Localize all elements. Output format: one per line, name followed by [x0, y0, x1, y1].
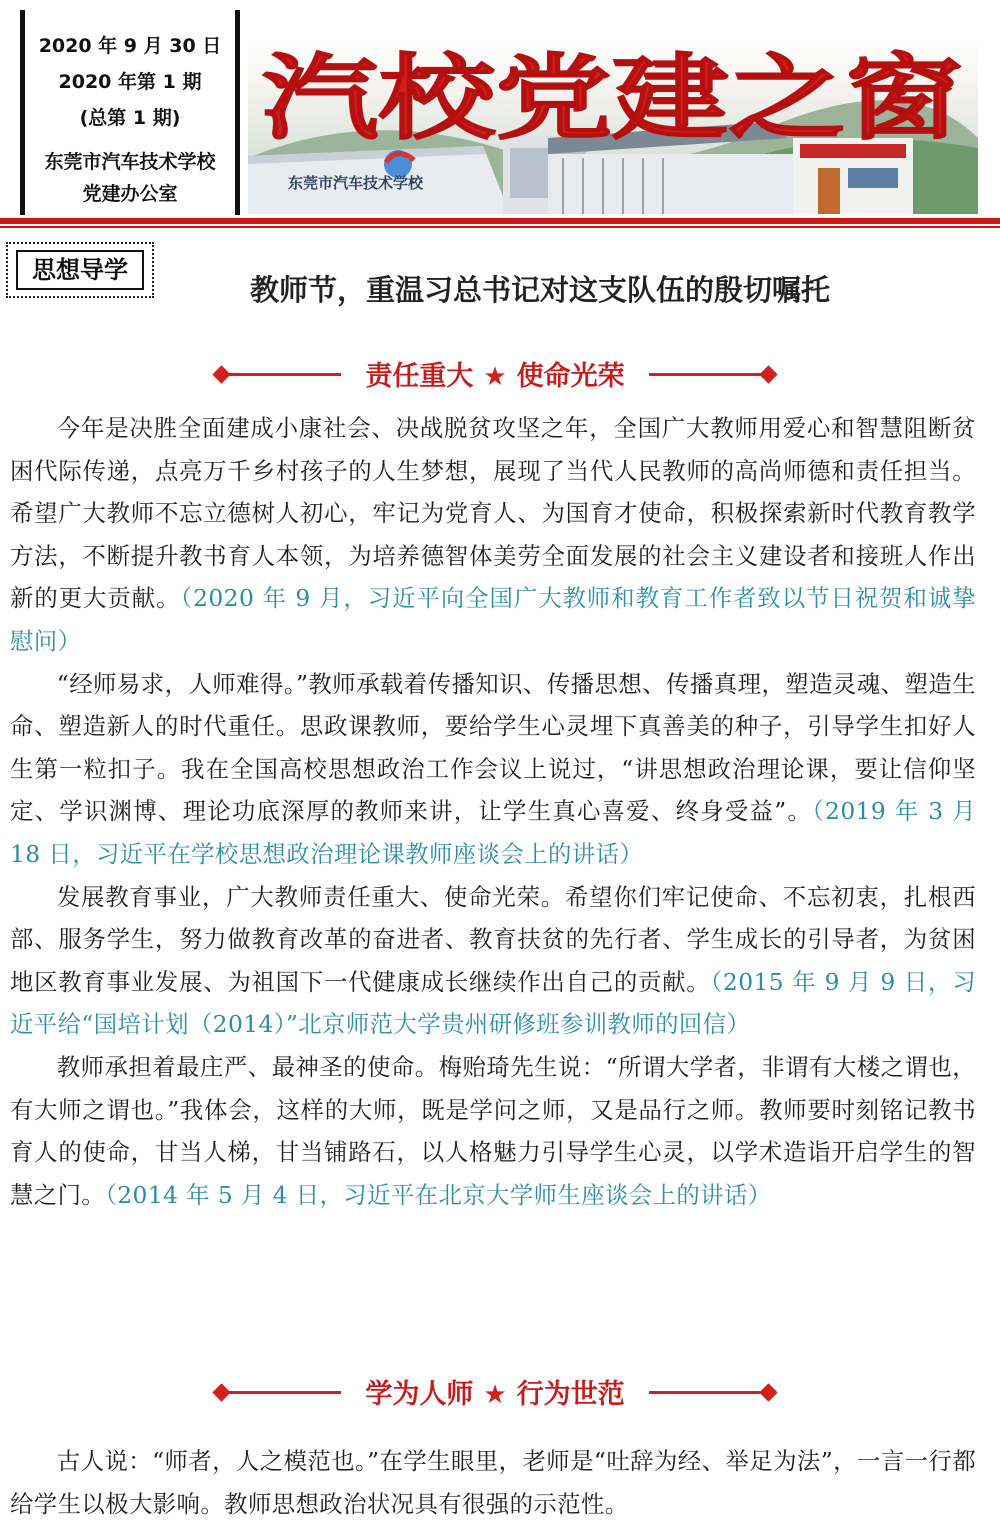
divider-line: [649, 373, 767, 376]
quote-source: （2015 年 9 月 9 日，习近平给“国培计划（2014）”北京师范大学贵州研修班参训教师的回信）: [10, 967, 976, 1039]
quote-source: （2019 年 3 月 18 日，习近平在学校思想政治理论课教师座谈会上的讲话）: [10, 797, 977, 868]
quote-source: （2014 年 5 月 4 日，习近平在北京大学师生座谈会上的讲话）: [105, 1180, 772, 1209]
subhead-text: 责任重大 ★ 使命光荣: [365, 361, 625, 392]
subhead-role-model: [215, 1370, 775, 1414]
banner-title-text: 汽校党建之窗: [262, 44, 962, 152]
paragraph: 古人说：“师者，人之模范也。”在学生眼里，老师是“吐辞为经、举足为法”，一言一行都给学生以极大影响。教师思想政治状况具有很强的示范性。: [10, 1447, 976, 1518]
paragraph: “经师易求，人师难得。”教师承载着传播知识、传播思想、传播真理，塑造灵魂、塑造生命、塑造新人的时代重任。思政课教师，要给学生心灵埋下真善美的种子，引导学生扣好人生第一粒扣子。我在全国高校思想政治工作会议上说过，“讲思想政治理论课，要让信仰坚定、学识渊博、理论功底深厚的教师来讲，让学生真心喜爱、终身受益”。（2019 年 3 月 18 日，习近平在学校思想政治理论课教师座谈会上的讲话）: [10, 669, 977, 868]
subhead-text: 学为人师 ★ 行为世范: [365, 1379, 625, 1410]
diamond-icon: [759, 1383, 777, 1401]
divider-line: [649, 1391, 767, 1394]
issue-number: 2020 年第 1 期: [58, 71, 202, 93]
quote-source: （2020 年 9 月，习近平向全国广大教师和教育工作者致以节日祝贺和诚挚慰问）: [10, 584, 976, 655]
publisher-office: 党建办公室: [82, 183, 178, 205]
issue-info: [28, 28, 232, 210]
divider-line: [223, 1391, 341, 1394]
paragraph: 教师承担着最庄严、最神圣的使命。梅贻琦先生说：“所谓大学者，非谓有大楼之谓也，有大师之谓也。”我体会，这样的大师，既是学问之师，又是品行之师。教师要时刻铭记教书育人的使命，甘当人梯，甘当铺路石，以人格魅力引导学生心灵，以学术造诣开启学生的智慧之门。（2014 年 5 月 4 日，习近平在北京大学师生座谈会上的讲话）: [10, 1052, 976, 1209]
diamond-icon: [759, 365, 777, 383]
banner-scene: [248, 38, 978, 214]
divider-line: [223, 373, 341, 376]
star-icon: ★: [483, 362, 507, 392]
paragraph: 发展教育事业，广大教师责任重大、使命光荣。希望你们牢记使命、不忘初衷，扎根西部、服务学生，努力做教育改革的奋进者、教育扶贫的先行者、学生成长的引导者，为贫困地区教育事业发展、为祖国下一代健康成长继续作出自己的贡献。（2015 年 9 月 9 日，习近平给“国培计划（2014）”北京师范大学贵州研修班参训教师的回信）: [10, 882, 976, 1039]
section-tag-label: 思想导学: [16, 250, 144, 290]
article-body: [10, 407, 976, 1216]
banner-image: [248, 38, 978, 214]
banner-school-sign: 东莞市汽车技术学校: [288, 174, 424, 192]
right-rule: [235, 10, 240, 215]
publisher-school: 东莞市汽车技术学校: [44, 151, 216, 173]
article-body-continued: [10, 1440, 976, 1525]
section-tag: [6, 242, 154, 298]
masthead: [0, 0, 1000, 232]
subhead-responsibility: [215, 352, 775, 396]
issue-date: 2020 年 9 月 30 日: [38, 35, 222, 57]
header-divider: [0, 218, 1000, 224]
paragraph: 今年是决胜全面建成小康社会、决战脱贫攻坚之年，全国广大教师用爱心和智慧阻断贫困代际传递，点亮万千乡村孩子的人生梦想，展现了当代人民教师的高尚师德和责任担当。希望广大教师不忘立德树人初心，牢记为党育人、为国育才使命，积极探索新时代教育教学方法，不断提升教书育人本领，为培养德智体美劳全面发展的社会主义建设者和接班人作出新的更大贡献。（2020 年 9 月，习近平向全国广大教师和教育工作者致以节日祝贺和诚挚慰问）: [10, 414, 976, 655]
article-title: 教师节，重温习总书记对这支队伍的殷切嘱托: [249, 273, 830, 307]
star-icon: ★: [483, 1380, 507, 1410]
header-divider-thin: [0, 226, 1000, 228]
left-rule: [20, 10, 25, 215]
issue-total: (总第 1 期): [79, 107, 181, 129]
